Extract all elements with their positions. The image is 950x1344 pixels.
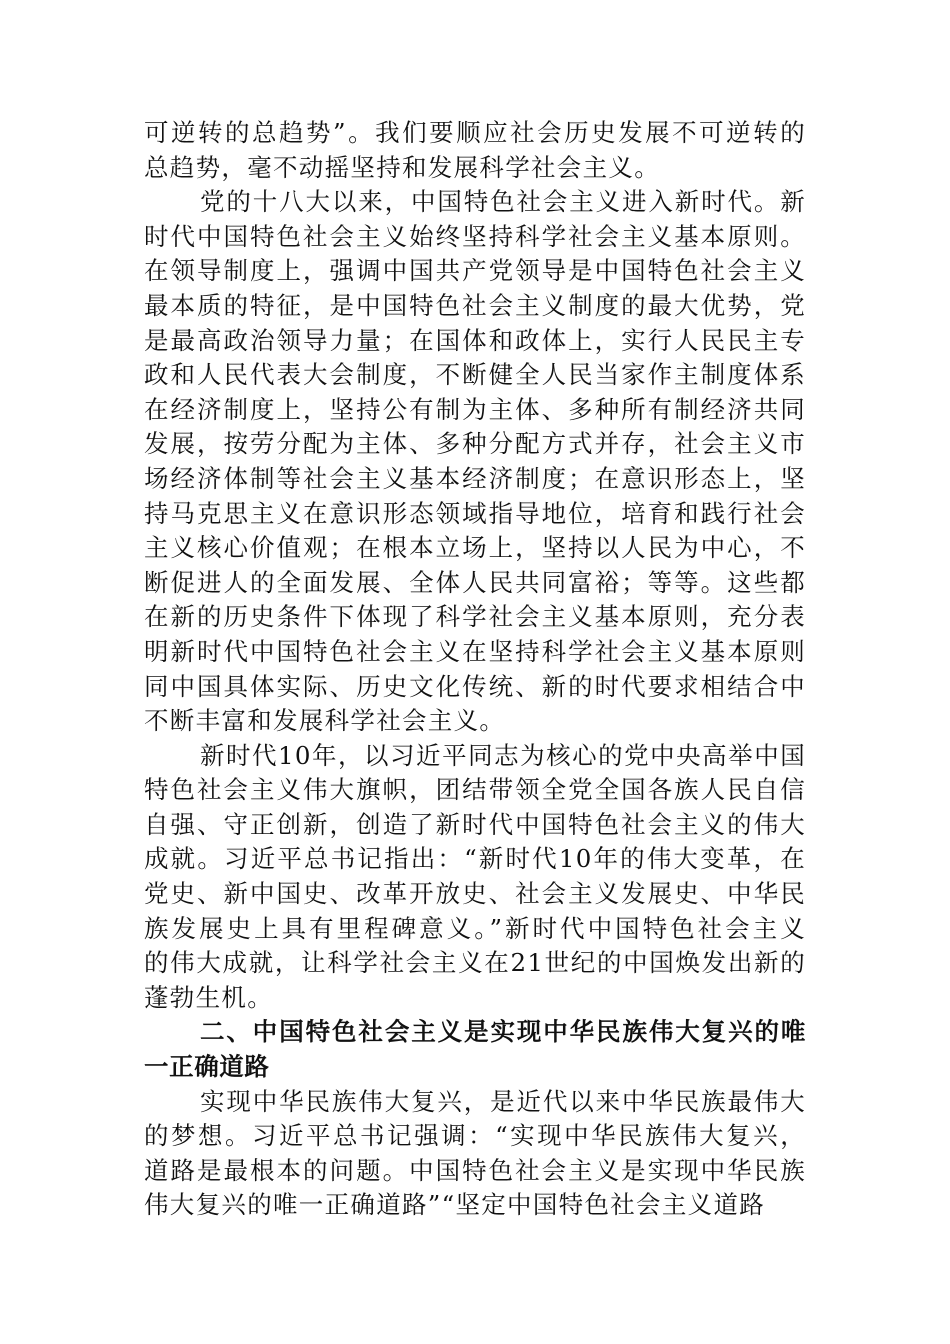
text-line: 总趋势，毫不动摇坚持和发展科学社会主义。 xyxy=(144,152,660,182)
text-line: 断促进人的全面发展、全体人民共同富裕；等等。这些都 xyxy=(144,567,806,597)
text-line: 蓬勃生机。 xyxy=(144,982,273,1012)
text-line: 在新的历史条件下体现了科学社会主义基本原则，充分表 xyxy=(144,602,806,632)
text-line: 可逆转的总趋势”。我们要顺应社会历史发展不可逆转的 xyxy=(144,118,806,147)
text-line: 道路是最根本的问题。中国特色社会主义是实现中华民族 xyxy=(144,1155,806,1185)
text-line: 不断丰富和发展科学社会主义。 xyxy=(144,706,506,736)
text-line: 新时代10年，以习近平同志为核心的党中央高举中国 xyxy=(200,740,806,770)
text-line: 伟大复兴的唯一正确道路”“坚定中国特色社会主义道路 xyxy=(144,1190,766,1220)
text-line: 实现中华民族伟大复兴，是近代以来中华民族最伟大 xyxy=(200,1086,806,1116)
text-line: 是最高政治领导力量；在国体和政体上，实行人民民主专 xyxy=(144,325,806,355)
paragraph xyxy=(144,185,806,739)
text-line: 的梦想。习近平总书记强调：“实现中华民族伟大复兴， xyxy=(144,1121,806,1151)
text-line: 特色社会主义伟大旗帜，团结带领全党全国各族人民自信 xyxy=(144,775,806,805)
text-line: 持马克思主义在意识形态领域指导地位，培育和践行社会 xyxy=(144,498,806,528)
text-line: 同中国具体实际、历史文化传统、新的时代要求相结合中 xyxy=(144,671,806,701)
text-line: 政和人民代表大会制度，不断健全人民当家作主制度体系 xyxy=(144,360,806,390)
paragraph xyxy=(144,1085,806,1223)
text-line: 族发展史上具有里程碑意义。”新时代中国特色社会主义 xyxy=(144,913,806,943)
text-line: 的伟大成就，让科学社会主义在21世纪的中国焕发出新的 xyxy=(144,948,806,978)
text-line: 在领导制度上，强调中国共产党领导是中国特色社会主义 xyxy=(144,256,806,286)
text-line: 场经济体制等社会主义基本经济制度；在意识形态上，坚 xyxy=(144,463,806,493)
text-line: 主义核心价值观；在根本立场上，坚持以人民为中心，不 xyxy=(144,533,806,563)
text-line: 党的十八大以来，中国特色社会主义进入新时代。新 xyxy=(200,187,806,217)
text-line: 一正确道路 xyxy=(144,1052,270,1082)
document-body xyxy=(144,116,806,1223)
text-line: 在经济制度上，坚持公有制为主体、多种所有制经济共同 xyxy=(144,394,806,424)
text-line: 二、中国特色社会主义是实现中华民族伟大复兴的唯 xyxy=(200,1017,806,1047)
text-line: 自强、守正创新，创造了新时代中国特色社会主义的伟大 xyxy=(144,809,806,839)
paragraph xyxy=(144,739,806,1016)
text-line: 明新时代中国特色社会主义在坚持科学社会主义基本原则 xyxy=(144,636,806,666)
text-line: 发展，按劳分配为主体、多种分配方式并存，社会主义市 xyxy=(144,429,806,459)
paragraph xyxy=(144,116,806,185)
text-line: 最本质的特征，是中国特色社会主义制度的最大优势，党 xyxy=(144,290,806,320)
text-line: 党史、新中国史、改革开放史、社会主义发展史、中华民 xyxy=(144,879,806,909)
section-heading xyxy=(144,1015,806,1084)
text-line: 成就。习近平总书记指出：“新时代10年的伟大变革，在 xyxy=(144,844,806,874)
text-line: 时代中国特色社会主义始终坚持科学社会主义基本原则。 xyxy=(144,221,806,251)
